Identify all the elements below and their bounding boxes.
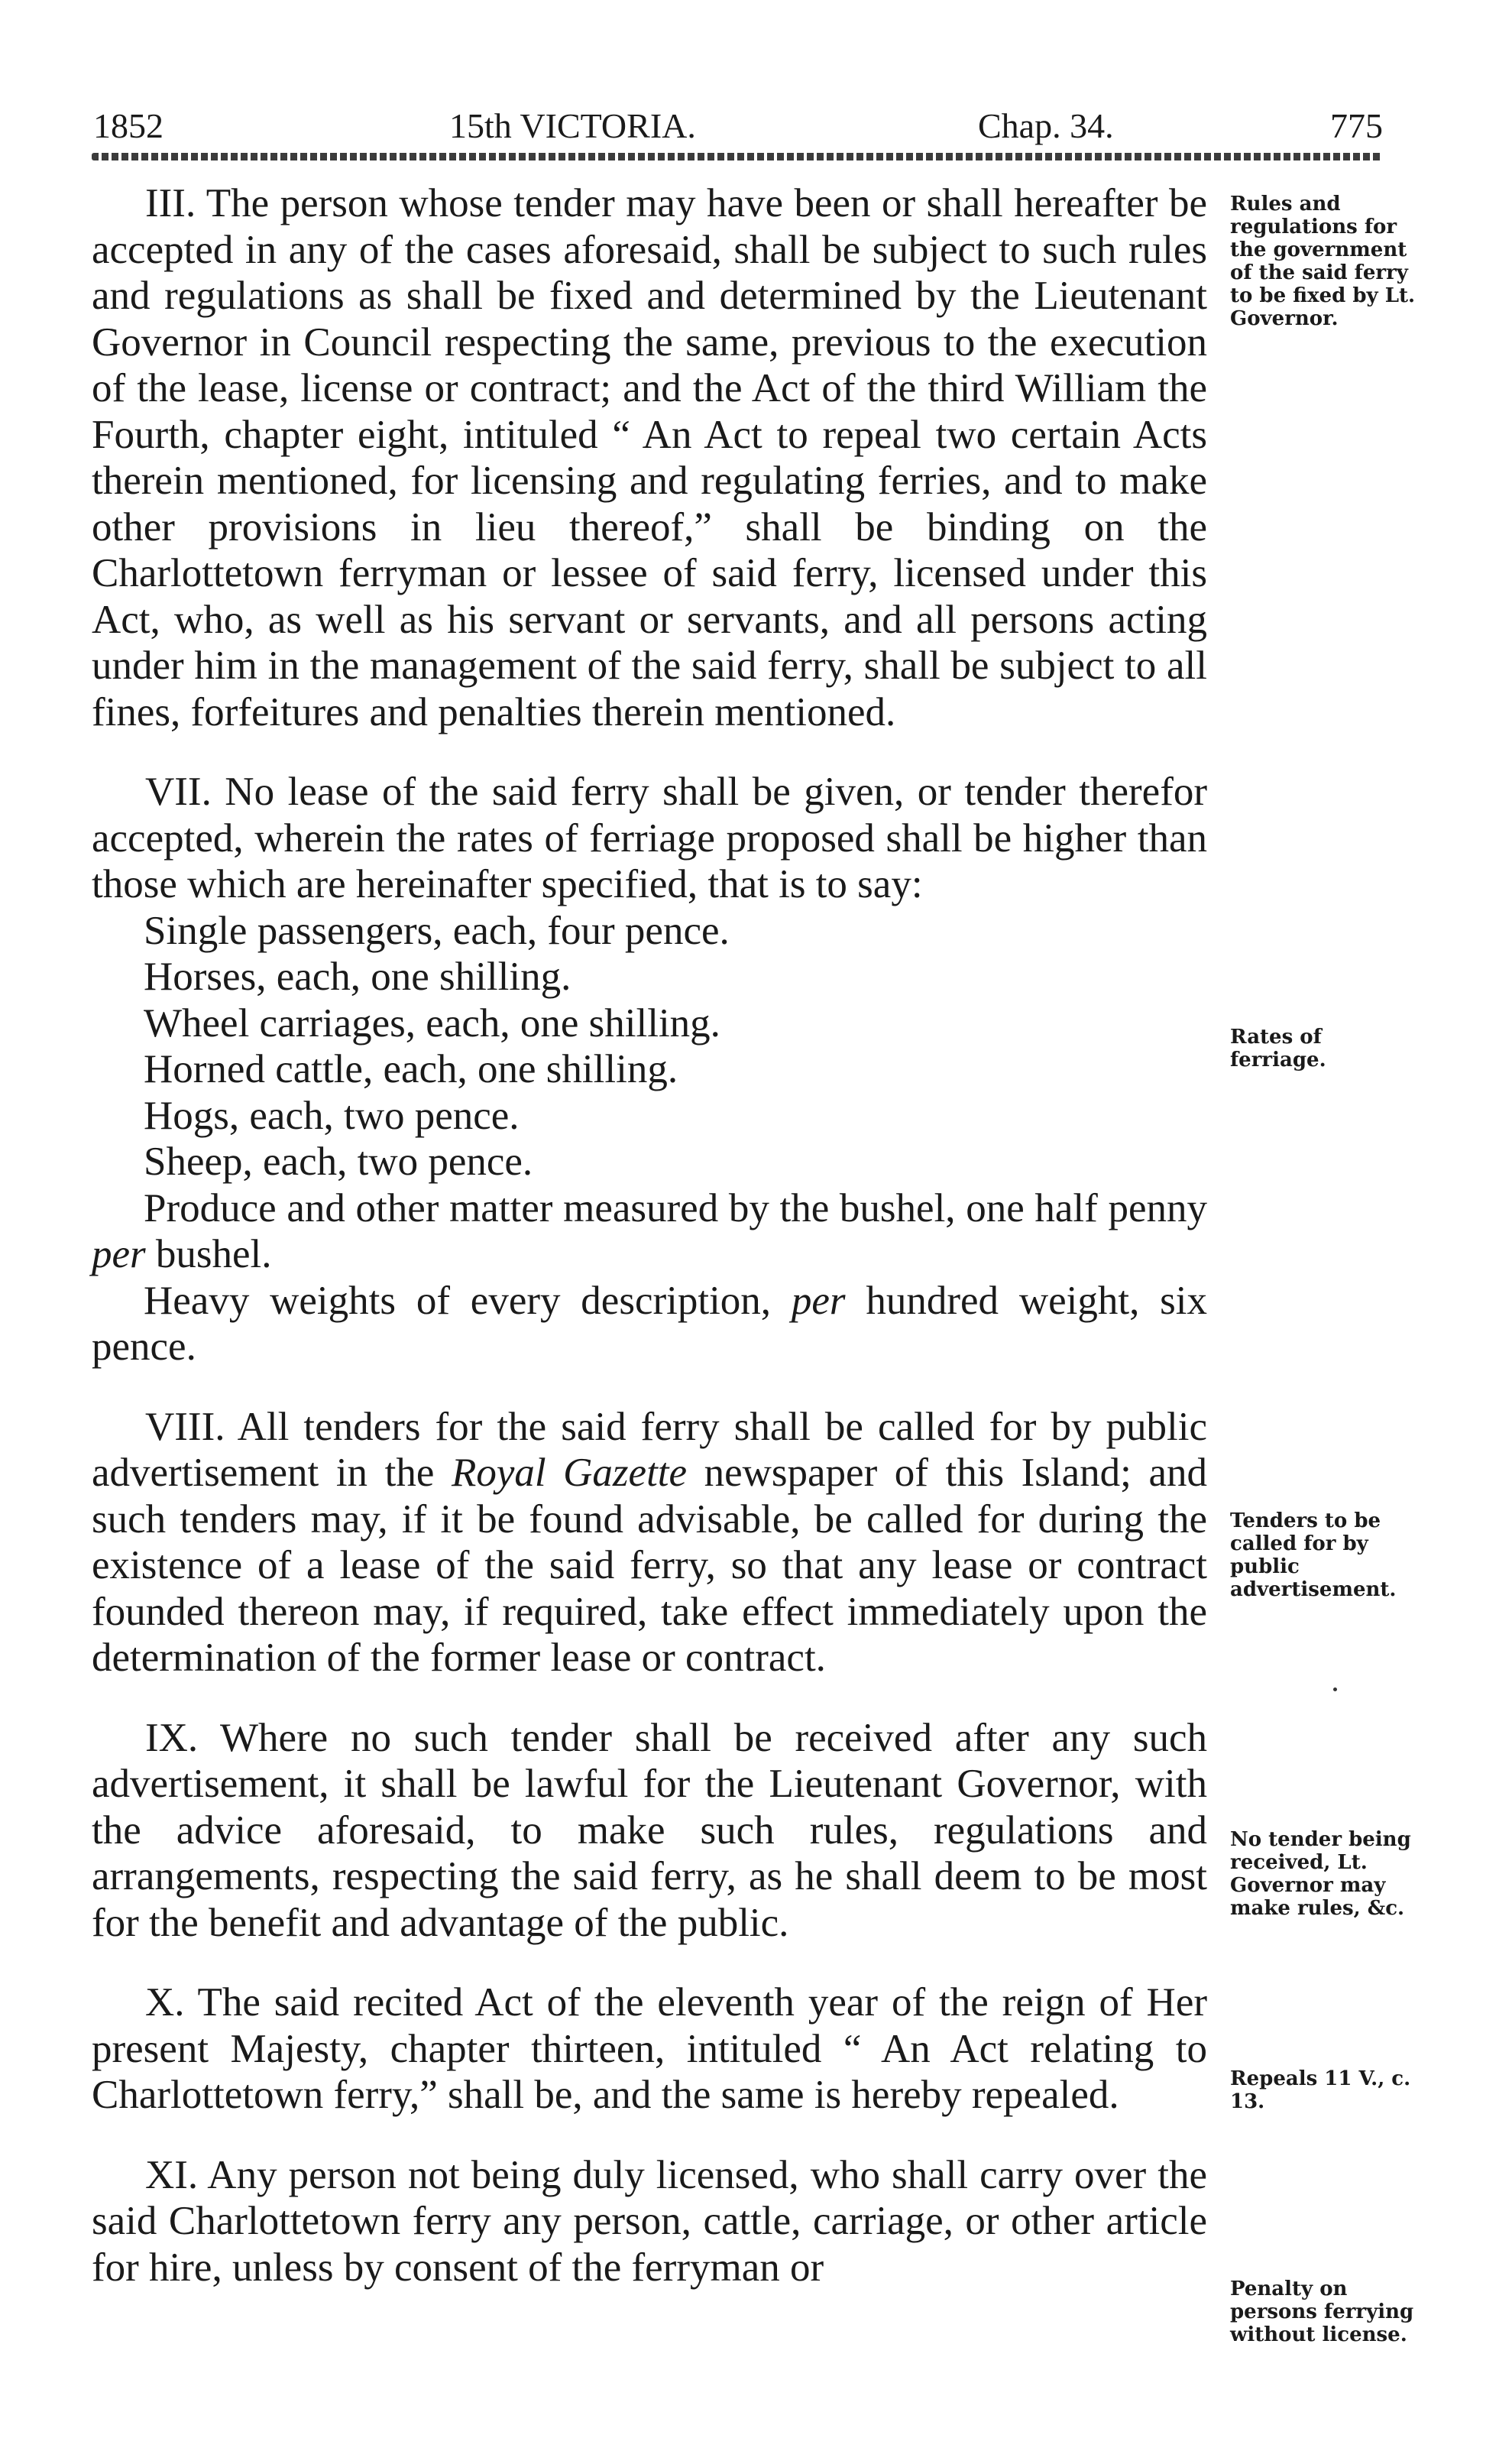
margin-note-penalty: Penalty on persons ferrying without license. <box>1230 2278 1414 2346</box>
section-viii: VIII. All tenders for the said ferry shall be called for by public advertisement in the Royal Gazette newspaper of this Island; and such tenders may, if it be found advisable, be called for during the existence of a lease of the said ferry, so that any lease or contract founded thereon may, if required, take effect immediately upon the determination of the former lease or contract. <box>92 1404 1207 1680</box>
header-divider <box>92 153 1383 160</box>
margin-note-no-tender: No tender being received, Lt. Governor may make rules, &c. <box>1230 1828 1411 1920</box>
page-number: 775 <box>1330 106 1383 145</box>
running-header <box>92 90 1383 159</box>
ferriage-rates-list <box>92 908 1207 1370</box>
margin-note-rules: Rules and regulations for the government of the said ferry to be fixed by Lt. Governor. <box>1230 193 1416 330</box>
rate-horned-cattle: Horned cattle, each, one shilling. <box>144 1047 678 1091</box>
print-speck <box>1333 1687 1337 1691</box>
section-x: X. The said recited Act of the eleventh year of the reign of Her present Majesty, chapter thirteen, intituled “ An Act relating to Charlottetown ferry,” shall be, and the same is hereby repealed. <box>92 1980 1207 2117</box>
rate-produce: Produce and other matter measured by the bushel, one half penny per bushel. <box>92 1185 1207 1276</box>
margin-note-rates: Rates of ferriage. <box>1230 1026 1326 1072</box>
rate-sheep: Sheep, each, two pence. <box>144 1140 533 1184</box>
rate-heavy-weights: Heavy weights of every description, per hundred weight, six pence. <box>92 1278 1207 1369</box>
header-year: 1852 <box>93 106 164 145</box>
rate-horses: Horses, each, one shilling. <box>144 955 571 999</box>
section-vii: VII. No lease of the said ferry shall be given, or tender therefor accepted, wherein the rates of ferriage proposed shall be higher than those which are hereinafter specified, that is to say: <box>92 770 1207 906</box>
statute-body <box>92 180 1207 2291</box>
header-chapter: Chap. 34. <box>978 106 1114 145</box>
rate-wheel-carriages: Wheel carriages, each, one shilling. <box>144 1000 720 1046</box>
rate-hogs: Hogs, each, two pence. <box>144 1093 520 1138</box>
royal-gazette-title: Royal Gazette <box>451 1451 688 1495</box>
rate-single-passengers: Single passengers, each, four pence. <box>144 908 730 953</box>
header-reign: 15th VICTORIA. <box>449 106 696 145</box>
margin-note-tenders: Tenders to be called for by public advertisement. <box>1230 1509 1397 1601</box>
section-iii: III. The person whose tender may have been or shall hereafter be accepted in any of the cases aforesaid, shall be subject to such rules and regulations as shall be fixed and determined by the Lieutenant Governor in Council respecting the same, previous to the execution of the lease, license or contract; and the Act of the third William the Fourth, chapter eight, intituled “ An Act to repeal two certain Acts therein mentioned, for licensing and regulating ferries, and to make other provisions in lieu thereof,” shall be binding on the Charlottetown ferryman or lessee of said ferry, licensed under this Act, who, as well as his servant or servants, and all persons acting under him in the management of the said ferry, shall be subject to all fines, forfeitures and penalties therein mentioned. <box>92 181 1207 734</box>
section-xi: XI. Any person not being duly licensed, who shall carry over the said Charlottetown ferry any person, cattle, carriage, or other article for hire, unless by consent of the ferryman or <box>92 2152 1207 2290</box>
margin-note-repeals: Repeals 11 V., c. 13. <box>1230 2067 1411 2113</box>
section-ix: IX. Where no such tender shall be received after any such advertisement, it shall be lawful for the Lieutenant Governor, with the advice aforesaid, to make such rules, regulations and arrangements, respecting the said ferry, as he shall deem to be most for the benefit and advantage of the public. <box>92 1715 1207 1945</box>
